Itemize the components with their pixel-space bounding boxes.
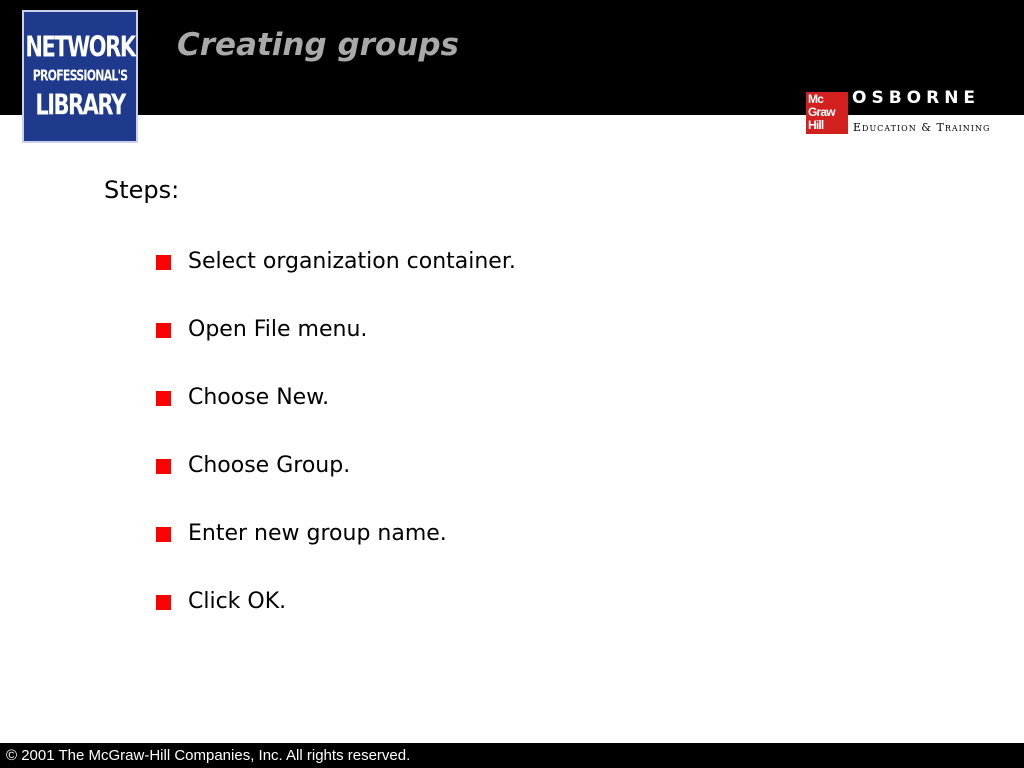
series-logo-line-3: LIBRARY (35, 88, 125, 122)
step-item (156, 246, 516, 314)
step-text: Open File menu. (188, 317, 368, 342)
step-item (156, 382, 516, 450)
mcgraw-hill-logo (806, 92, 848, 134)
footer-band (0, 743, 1024, 768)
step-item (156, 450, 516, 518)
mcgraw-hill-logo-line-2: Graw (808, 105, 835, 119)
osborne-tagline: Education & Training (853, 121, 991, 134)
step-item (156, 314, 516, 382)
network-professionals-library-logo (22, 10, 138, 143)
step-list (156, 246, 516, 654)
step-text: Choose New. (188, 385, 330, 410)
step-item (156, 586, 516, 654)
square-bullet-icon (156, 527, 171, 542)
step-item (156, 518, 516, 586)
steps-heading: Steps: (104, 176, 180, 204)
square-bullet-icon (156, 459, 171, 474)
slide-title: Creating groups (177, 27, 459, 63)
series-logo-line-1: NETWORK (25, 30, 135, 64)
square-bullet-icon (156, 391, 171, 406)
mcgraw-hill-logo-line-3: Hill (808, 118, 824, 132)
osborne-wordmark: OSBORNE (852, 88, 981, 108)
step-text: Enter new group name. (188, 521, 447, 546)
square-bullet-icon (156, 595, 171, 610)
square-bullet-icon (156, 255, 171, 270)
square-bullet-icon (156, 323, 171, 338)
mcgraw-hill-logo-line-1: Mc (808, 92, 824, 106)
step-text: Select organization container. (188, 249, 516, 274)
series-logo-line-2: PROFESSIONAL'S (32, 66, 128, 85)
copyright-notice: © 2001 The McGraw-Hill Companies, Inc. All rights reserved. (6, 747, 411, 764)
step-text: Choose Group. (188, 453, 351, 478)
step-text: Click OK. (188, 589, 287, 614)
